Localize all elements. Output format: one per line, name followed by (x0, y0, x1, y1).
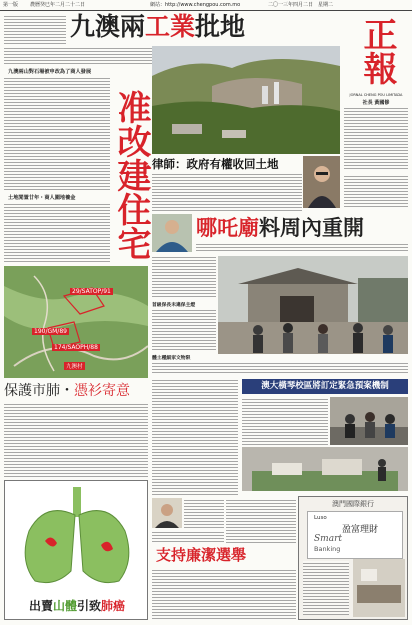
lung-headline (4, 382, 148, 400)
body-text-1 (4, 76, 110, 192)
univ-photo-2 (242, 447, 408, 491)
official-photo (152, 214, 192, 252)
temple-text-3 (152, 361, 408, 375)
product-box (307, 511, 403, 559)
body-text-2 (4, 202, 110, 264)
ad-photo (353, 559, 405, 617)
bank-name: 澳門國際銀行 (332, 500, 374, 508)
map-label-lot-3: 174/SAOPH/88 (54, 344, 98, 351)
temple-subhead-2: 體土種細家文物限 (152, 356, 191, 361)
masthead (342, 13, 410, 101)
product-cn: 盈富理財 (342, 525, 379, 535)
lawyer-text (152, 172, 302, 212)
column-text-2 (152, 530, 224, 544)
temple-headline-black: 料周內重開 (259, 216, 364, 240)
masthead-info (344, 106, 408, 170)
official-portrait (152, 214, 192, 252)
intro-text-2 (4, 46, 152, 66)
univ-text-1 (152, 378, 238, 496)
temple-image (218, 256, 408, 354)
temple-lede (196, 242, 408, 252)
university-headline: 澳大橫琴校區將訂定緊急預案機制 (242, 379, 408, 394)
quarry-photo (152, 46, 340, 154)
ad-text (303, 561, 349, 615)
masthead-title (357, 17, 397, 85)
issue-date: 二〇一三年四月二日 (268, 2, 314, 8)
product-en: Smart (314, 534, 342, 544)
ad-image (353, 559, 405, 617)
temple-photo (218, 256, 408, 354)
map-label-lot-1: 29/SATOP/91 (72, 288, 111, 295)
temple-text-1 (152, 255, 216, 299)
lung-text (4, 402, 148, 478)
column-text-4 (152, 568, 296, 620)
vertical-title: 准改建住宅 (111, 90, 151, 260)
lung-illustration (4, 480, 148, 620)
subhead-2: 土地閒置廿年・商人圍地養金 (8, 195, 76, 201)
product-en-2: Banking (314, 545, 341, 553)
masthead-info-2 (344, 174, 408, 208)
vote-headline: 支持廉潔選舉 (156, 546, 247, 564)
lead-headline (70, 13, 270, 41)
caption-green: 山體 (52, 599, 77, 613)
page-number: 第一版 (3, 2, 19, 8)
site-map (4, 266, 148, 378)
caption-part: 引致 (77, 599, 102, 613)
columnist-photo (152, 498, 182, 528)
headline-part: 九澳兩 (70, 12, 146, 41)
headline-part: 批地 (195, 12, 246, 41)
quarry-image (152, 46, 340, 154)
lawyer-photo (303, 156, 340, 208)
univ-text-2 (242, 397, 328, 445)
lawyer-portrait (303, 156, 340, 208)
columnist-portrait (152, 498, 182, 528)
lung-image (5, 481, 148, 593)
publisher: 社長 黃國修 (362, 100, 390, 106)
temple-subhead-1: 首級保長未違保主燈 (152, 303, 196, 308)
bank-ad (298, 496, 408, 620)
caption-red: 肺癌 (101, 599, 126, 613)
masthead-char: 報 (357, 51, 397, 85)
lung-headline-black: 保護市肺・ (4, 383, 74, 399)
map-label-lot-2: 190/GM/89 (34, 328, 67, 335)
subhead-1: 九澳兩山對石場被申改為了商人發展 (8, 69, 92, 75)
lawyer-headline: 律師：政府有權收回土地 (152, 157, 279, 171)
temple-headline-red: 哪吒廟 (196, 216, 259, 240)
lunar-date: 農曆癸巳年二月二十二日 (30, 2, 86, 8)
univ-image-1 (330, 397, 408, 445)
column-text-1 (184, 498, 224, 528)
weekday: 星期二 (318, 2, 334, 8)
page-header (0, 0, 412, 11)
lung-headline-red: 憑衫寄意 (74, 383, 130, 399)
masthead-en: JORNAL CHENG POU LIMITADA (349, 93, 403, 97)
column-text-3 (226, 498, 296, 544)
lung-caption (5, 597, 148, 614)
masthead-char: 正 (357, 17, 397, 51)
intro-text (4, 14, 66, 44)
temple-headline (196, 215, 408, 241)
website: 網站：http://www.chengpou.com.mo (150, 2, 241, 8)
map-label-village: 九澳村 (66, 364, 83, 370)
temple-text-2 (152, 308, 216, 352)
univ-photo-1 (330, 397, 408, 445)
product-en-top: Luso (314, 515, 327, 521)
headline-highlight: 工業 (145, 12, 196, 41)
univ-image-2 (242, 447, 408, 491)
caption-part: 出賣 (28, 599, 53, 613)
